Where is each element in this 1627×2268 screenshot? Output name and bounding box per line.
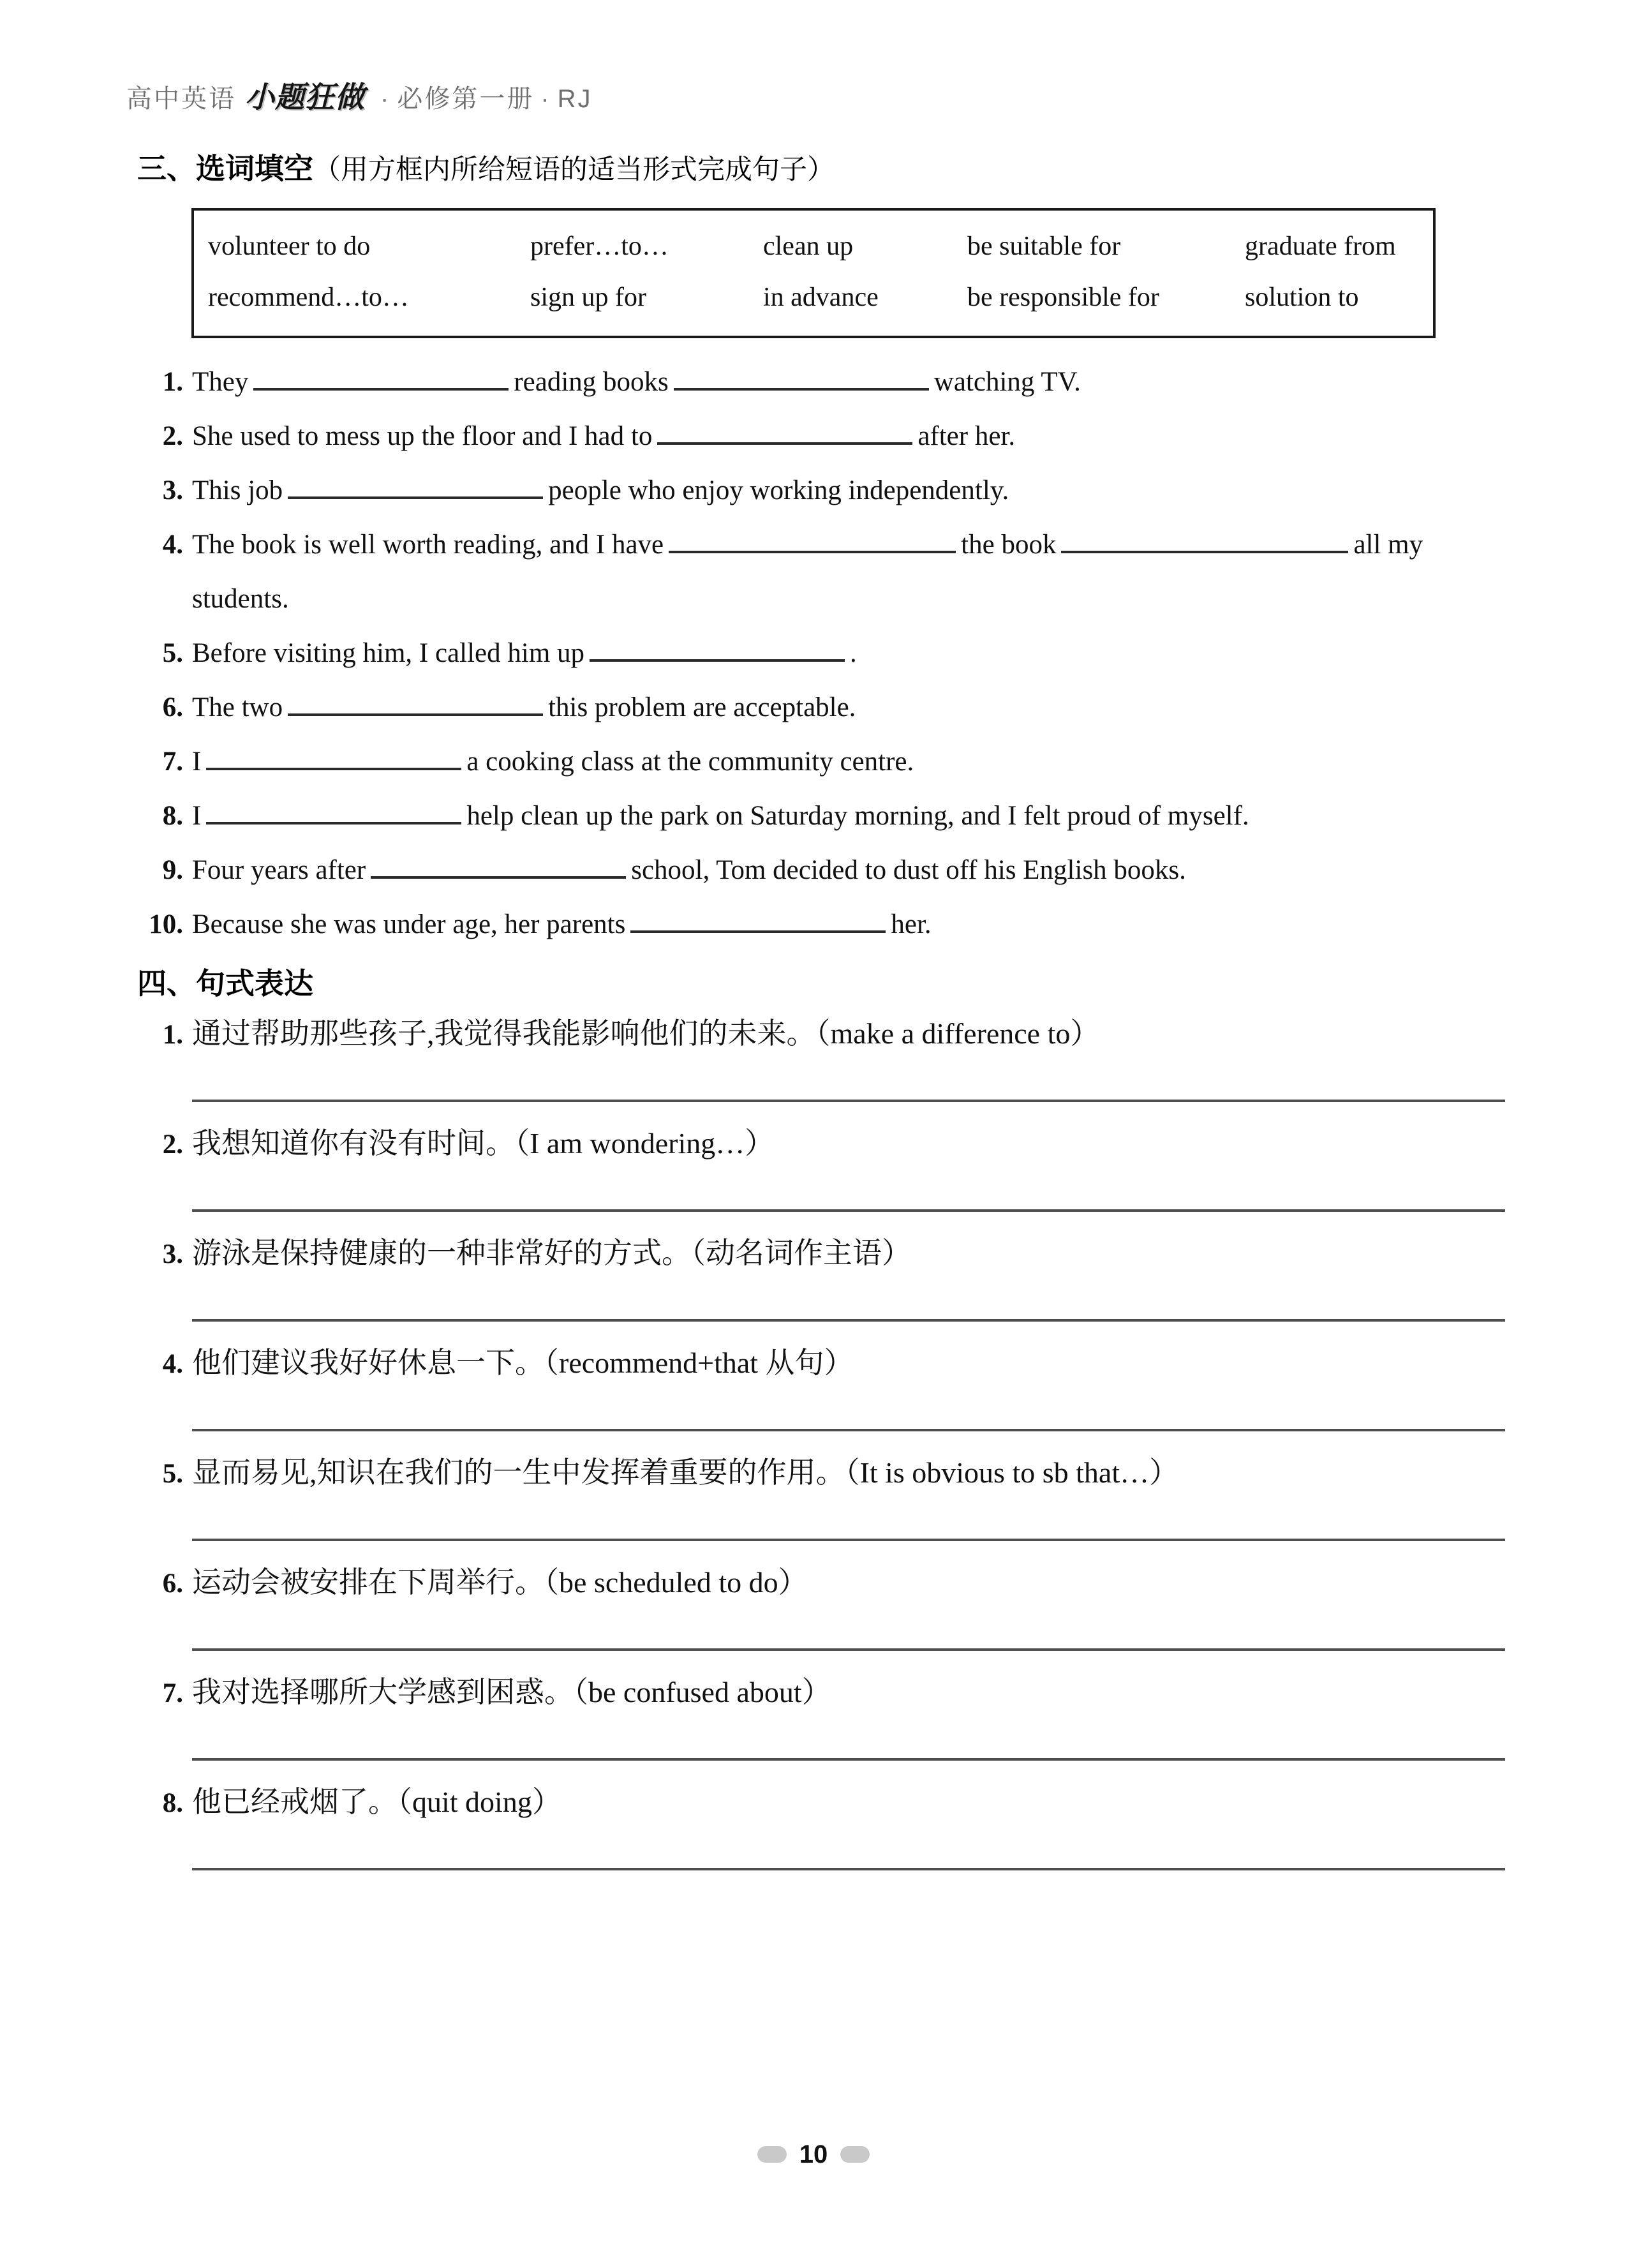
page-content — [0, 145, 1627, 1892]
question-item — [137, 897, 1490, 951]
section3-number: 三、 — [137, 152, 196, 185]
blank-line — [590, 638, 845, 662]
answer-line — [192, 1429, 1505, 1431]
question-text-segment: Four years after — [192, 855, 366, 885]
question-number: 10. — [149, 909, 183, 939]
wordbox-phrase: solution to — [1245, 283, 1359, 312]
sentence-text-row — [137, 1673, 1509, 1712]
question-text-segment: She used to mess up the floor and I had to — [192, 421, 653, 451]
question-number: 2. — [162, 421, 183, 451]
question-item — [137, 355, 1490, 409]
blank-line — [253, 366, 509, 391]
wordbox-phrase: volunteer to do — [208, 232, 371, 261]
question-text-segment: school, Tom decided to dust off his English books. — [631, 855, 1186, 885]
sentence-text: 显而易见,知识在我们的一生中发挥着重要的作用。（It is obvious to sb that…） — [192, 1456, 1179, 1489]
question-text-segment: The two — [192, 692, 283, 722]
sentence-text-row — [137, 1782, 1509, 1822]
page-footer — [0, 2139, 1627, 2169]
section4-items — [137, 1014, 1509, 1870]
question-text-segment: people who enjoy working independently. — [548, 475, 1009, 505]
sentence-item — [137, 1673, 1509, 1761]
question-text-segment: her. — [891, 909, 932, 939]
section3-instruction: （用方框内所给短语的适当形式完成句子） — [313, 155, 835, 185]
footer-pill-left — [757, 2146, 787, 2163]
wordbox-phrase: recommend…to… — [208, 283, 409, 312]
header-separator: · — [380, 85, 391, 113]
question-text-segment: I — [192, 747, 202, 777]
question-text-segment: after her. — [918, 421, 1016, 451]
question-text-segment: the book — [961, 530, 1057, 560]
question-text-segment: The book is well worth reading, and I have — [192, 530, 664, 560]
blank-line — [371, 854, 626, 879]
wordbox-row — [208, 272, 1427, 323]
sentence-item — [137, 1343, 1509, 1431]
section3-questions — [137, 355, 1490, 951]
sentence-text-row — [137, 1343, 1509, 1383]
section4-heading — [137, 960, 1627, 1006]
blank-line — [669, 529, 956, 553]
question-text-segment: a cooking class at the community centre. — [466, 747, 914, 777]
sentence-number: 5. — [162, 1459, 183, 1489]
answer-line — [192, 1100, 1505, 1102]
section3-heading — [137, 145, 1627, 191]
sentence-item — [137, 1782, 1509, 1870]
question-item — [137, 463, 1490, 518]
blank-line — [288, 692, 543, 716]
question-text-segment: this problem are acceptable. — [548, 692, 856, 722]
sentence-item — [137, 1453, 1509, 1541]
sentence-number: 4. — [162, 1349, 183, 1379]
sentence-item — [137, 1014, 1509, 1102]
question-text-segment: They — [192, 367, 249, 397]
sentence-text: 通过帮助那些孩子,我觉得我能影响他们的未来。（make a difference to） — [192, 1017, 1100, 1050]
answer-line — [192, 1539, 1505, 1541]
sentence-text: 游泳是保持健康的一种非常好的方式。（动名词作主语） — [192, 1237, 911, 1269]
sentence-item — [137, 1234, 1509, 1322]
question-number: 8. — [162, 801, 183, 831]
blank-line — [1061, 529, 1348, 553]
answer-line — [192, 1758, 1505, 1761]
blank-line — [657, 421, 912, 445]
question-text-segment: Because she was under age, her parents — [192, 909, 626, 939]
question-number: 3. — [162, 475, 183, 505]
header-volume: 必修第一册 — [397, 85, 535, 113]
answer-line — [192, 1209, 1505, 1212]
page-header — [126, 74, 593, 116]
question-number: 5. — [162, 638, 183, 668]
question-number: 7. — [162, 747, 183, 777]
wordbox-phrase: sign up for — [530, 283, 646, 312]
question-text-segment: This job — [192, 475, 283, 505]
question-number: 4. — [162, 530, 183, 560]
sentence-text: 他已经戒烟了。（quit doing） — [192, 1786, 561, 1818]
sentence-text: 他们建议我好好休息一下。（recommend+that 从句） — [192, 1347, 854, 1379]
answer-line — [192, 1648, 1505, 1651]
wordbox-phrase: be suitable for — [967, 232, 1121, 261]
section4-title: 句式表达 — [196, 967, 313, 1000]
question-text-segment: reading books — [514, 367, 669, 397]
wordbox-phrase: be responsible for — [967, 283, 1159, 312]
header-series: 高中英语 — [126, 85, 236, 113]
blank-line — [630, 909, 886, 933]
header-separator: · — [540, 85, 551, 113]
question-text-segment: help clean up the park on Saturday morning, and I felt proud of myself. — [466, 801, 1249, 831]
question-item — [137, 789, 1490, 843]
section3-title: 选词填空 — [196, 152, 313, 185]
footer-pill-right — [840, 2146, 870, 2163]
sentence-text-row — [137, 1453, 1509, 1493]
wordbox-phrase: clean up — [763, 232, 854, 261]
question-text-segment: . — [850, 638, 857, 668]
question-number: 6. — [162, 692, 183, 722]
wordbox-row — [208, 221, 1427, 272]
question-item — [137, 680, 1490, 735]
answer-line — [192, 1868, 1505, 1870]
header-publisher: RJ — [557, 85, 593, 113]
question-text-segment: I — [192, 801, 202, 831]
question-text-segment: all my students. — [192, 530, 1423, 614]
wordbox-phrase: graduate from — [1245, 232, 1396, 261]
sentence-item — [137, 1563, 1509, 1651]
sentence-text-row — [137, 1234, 1509, 1273]
sentence-text: 我对选择哪所大学感到困惑。（be confused about） — [192, 1676, 831, 1708]
sentence-number: 6. — [162, 1569, 183, 1599]
sentence-text: 运动会被安排在下周举行。（be scheduled to do） — [192, 1566, 808, 1599]
sentence-text: 我想知道你有没有时间。（I am wondering…） — [192, 1127, 775, 1160]
section4-number: 四、 — [137, 967, 196, 1000]
sentence-text-row — [137, 1124, 1509, 1163]
page-number: 10 — [799, 2140, 828, 2168]
answer-line — [192, 1319, 1505, 1322]
word-box — [191, 208, 1436, 338]
sentence-text-row — [137, 1014, 1509, 1054]
blank-line — [206, 746, 461, 770]
blank-line — [288, 475, 543, 499]
question-item — [137, 843, 1490, 897]
question-item — [137, 735, 1490, 789]
blank-line — [206, 800, 461, 824]
sentence-number: 1. — [162, 1020, 183, 1050]
header-logo: 小题狂做 — [245, 80, 365, 114]
sentence-number: 8. — [162, 1788, 183, 1818]
sentence-item — [137, 1124, 1509, 1212]
sentence-text-row — [137, 1563, 1509, 1602]
blank-line — [674, 366, 929, 391]
question-text-segment: watching TV. — [933, 367, 1081, 397]
question-number: 1. — [162, 367, 183, 397]
wordbox-phrase: in advance — [763, 283, 879, 312]
sentence-number: 7. — [162, 1678, 183, 1708]
question-item — [137, 626, 1490, 680]
question-item — [137, 409, 1490, 463]
wordbox-phrase: prefer…to… — [530, 232, 669, 261]
question-number: 9. — [162, 855, 183, 885]
sentence-number: 3. — [162, 1239, 183, 1269]
question-text-segment: Before visiting him, I called him up — [192, 638, 585, 668]
sentence-number: 2. — [162, 1130, 183, 1160]
question-item — [137, 518, 1490, 626]
